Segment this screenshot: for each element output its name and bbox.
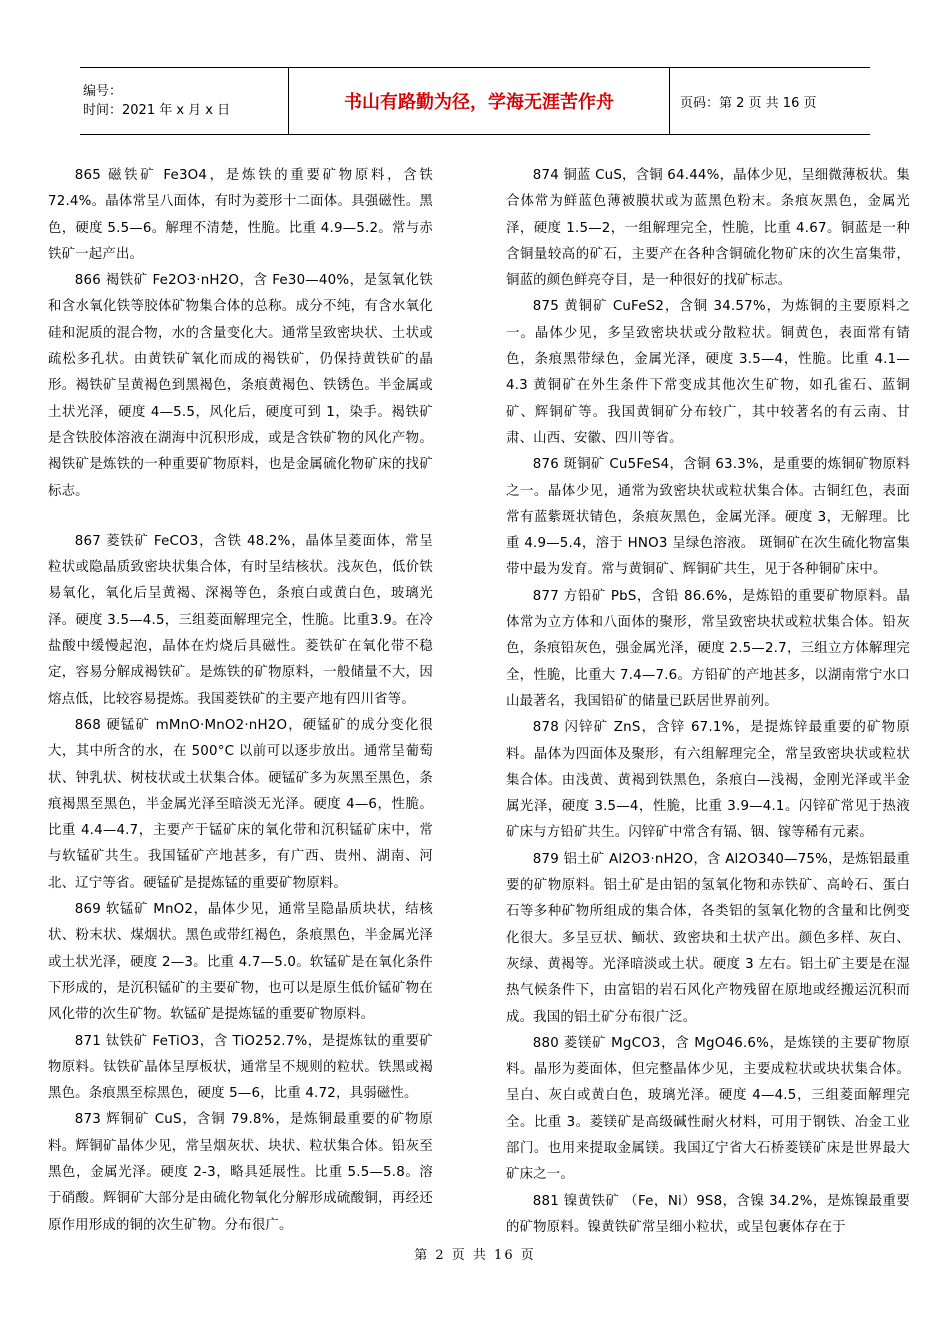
document-time-label: 时间：2021 年 x 月 x 日 bbox=[83, 103, 231, 118]
paragraph-875-chalcopyrite: 875 黄铜矿 CuFeS2，含铜 34.57%，为炼铜的主要原料之一。晶体少见，多呈致密块状或分散粒状。铜黄色，表面常有锖色，条痕黑带绿色，金属光泽，硬度 3.5—4，性脆。比重 4.1—4.3 黄铜矿在外生条件下常变成其他次生矿物，如孔雀石、蓝铜矿、辉铜矿等。我国黄铜矿分布较广，其中较著名的有云南、甘肃、山西、安徽、四川等省。 bbox=[506, 299, 910, 446]
page-footer: 第 2 页 共 16 页 bbox=[414, 1248, 536, 1263]
left-text-column bbox=[48, 163, 433, 1239]
header-page-info: 页码：第 2 页 共 16 页 bbox=[680, 95, 817, 111]
paragraph-871-ilmenite: 871 钛铁矿 FeTiO3，含 TiO252.7%，是提炼钛的重要矿物原料。钛铁矿晶体呈厚板状，通常呈不规则的粒状。铁黑或褐黑色。条痕黑至棕黑色，硬度 5—6，比重 4.72，具弱磁性。 bbox=[48, 1033, 433, 1102]
right-text-column bbox=[506, 163, 910, 1241]
paragraph-867-siderite: 867 菱铁矿 FeCO3，含铁 48.2%，晶体呈菱面体，常呈粒状或隐晶质致密块状集合体，有时呈结核状。浅灰色，低价铁易氧化，氧化后呈黄褐、深褐等色，条痕白或黄白色，玻璃光泽。硬度 3.5—4.5，三组菱面解理完全，性脆。比重3.9。在冷盐酸中缓慢起泡，晶体在灼烧后具磁性。菱铁矿在氧化带不稳定，容易分解成褐铁矿。是炼铁的矿物原料，一般储量不大，因熔点低，比较容易提炼。我国菱铁矿的主要产地有四川省等。 bbox=[48, 533, 433, 707]
paragraph-873-chalcocite: 873 辉铜矿 CuS，含铜 79.8%，是炼铜最重要的矿物原料。辉铜矿晶体少见，常呈烟灰状、块状、粒状集合体。铅灰至黑色，金属光泽。硬度 2-3，略具延展性。比重 5.5—5.8。溶于硝酸。辉铜矿大部分是由硫化物氧化分解形成硫酸铜，再经还原作用形成的铜的次生矿物。分布很广。 bbox=[48, 1112, 433, 1233]
header-motto-cell bbox=[288, 68, 670, 134]
paragraph-880-magnesite: 880 菱镁矿 MgCO3，含 MgO46.6%，是炼镁的主要矿物原料。晶形为菱面体，但完整晶体少见，主要成粒状或块状集合体。呈白、灰白或黄白色，玻璃光泽。硬度 4—4.5，三组菱面解理完全。比重 3。菱镁矿是高级碱性耐火材料，可用于钢铁、冶金工业部门。也用来提取金属镁。我国辽宁省大石桥菱镁矿床是世界最大矿床之一。 bbox=[506, 1035, 910, 1183]
paragraph-879-bauxite: 879 铝土矿 Al2O3·nH2O，含 Al2O340—75%，是炼铝最重要的矿物原料。铝土矿是由铝的氢氧化物和赤铁矿、高岭石、蛋白石等多种矿物所组成的集合体，各类铝的氢氧化物的含量和比例变化很大。多呈豆状、鲕状、致密块和土状产出。颜色多样、灰白、灰绿、黄褐等。光泽暗淡或土状。硬度 3 左右。铝土矿主要是在湿热气候条件下，由富铝的岩石风化产物残留在原地或经搬运沉积而成。我国的铝土矿分布很广泛。 bbox=[506, 851, 910, 1025]
page-header bbox=[80, 67, 870, 135]
paragraph-868-psilomelane: 868 硬锰矿 mMnO·MnO2·nH2O，硬锰矿的成分变化很大，其中所含的水，在 500°C 以前可以逐步放出。通常呈葡萄状、钟乳状、树枝状或土状集合体。硬锰矿多为灰黑至黑色，条痕褐黑至黑色，半金属光泽至暗淡无光泽。硬度 4—6，性脆。比重 4.4—4.7，主要产于锰矿床的氧化带和沉积锰矿床中，常与软锰矿共生。我国锰矿产地甚多，有广西、贵州、湖南、河北、辽宁等省。硬锰矿是提炼锰的重要矿物原料。 bbox=[48, 717, 433, 891]
paragraph-874-covellite: 874 铜蓝 CuS，含铜 64.44%，晶体少见，呈细微薄板状。集合体常为鲜蓝色薄被膜状或为蓝黑色粉末。条痕灰黑色，金属光泽，硬度 1.5—2，一组解理完全，性脆，比重 4.67。铜蓝是一种含铜量较高的矿石，主要产在各种含铜硫化物矿床的次生富集带，铜蓝的颜色鲜亮夺目，是一种很好的找矿标志。 bbox=[506, 168, 910, 289]
paragraph-878-sphalerite: 878 闪锌矿 ZnS，含锌 67.1%，是提炼锌最重要的矿物原料。晶体为四面体及聚形，有六组解理完全，常呈致密块状或粒状集合体。由浅黄、黄褐到铁黑色，条痕白—浅褐，金刚光泽或半金属光泽，硬度 3.5—4，性脆，比重 3.9—4.1。闪锌矿常见于热液矿床与方铅矿共生。闪锌矿中常含有镉、铟、镓等稀有元素。 bbox=[506, 720, 910, 841]
paragraph-865-magnetite: 865 磁铁矿 Fe3O4，是炼铁的重要矿物原料，含铁72.4%。晶体常呈八面体，有时为菱形十二面体。具强磁性。黑色，硬度 5.5—6。解理不清楚，性脆。比重 4.9—5.2。常与赤铁矿一起产出。 bbox=[48, 168, 433, 262]
paragraph-877-galena: 877 方铅矿 PbS，含铅 86.6%，是炼铅的重要矿物原料。晶体常为立方体和八面体的聚形，常呈致密块状或粒状集合体。铅灰色，条痕铅灰色，强金属光泽，硬度 2.5—2.7，三组立方体解理完全，性脆，比重大 7.4—7.6。方铅矿的产地甚多，以湖南常宁水口山最著名，我国铅矿的储量已跃居世界前列。 bbox=[506, 588, 910, 709]
header-meta bbox=[80, 68, 288, 134]
header-motto: 书山有路勤为径，学海无涯苦作舟 bbox=[344, 92, 614, 113]
paragraph-876-bornite: 876 斑铜矿 Cu5FeS4，含铜 63.3%，是重要的炼铜矿物原料之一。晶体少见，通常为致密块状或粒状集合体。古铜红色，表面常有蓝紫斑状锖色，条痕灰黑色，金属光泽。硬度 3，无解理。比重 4.9—5.4，溶于 HNO3 呈绿色溶液。 斑铜矿在次生硫化物富集带中最为发育。常与黄铜矿、辉铜矿共生，见于各种铜矿床中。 bbox=[506, 457, 910, 578]
paragraph-869-pyrolusite: 869 软锰矿 MnO2，晶体少见，通常呈隐晶质块状，结核状、粉末状、煤烟状。黑色或带红褐色，条痕黑色，半金属光泽或土状光泽，硬度 2—3。比重 4.7—5.0。软锰矿是在氧化条件下形成的，是沉积锰矿的主要矿物，也可以是原生低价锰矿物在风化带的次生矿物。软锰矿是提炼锰的重要矿物原料。 bbox=[48, 902, 433, 1023]
paragraph-881-pentlandite: 881 镍黄铁矿 （Fe，Ni）9S8，含镍 34.2%，是炼镍最重要的矿物原料。镍黄铁矿常呈细小粒状，或呈包裹体存在于 bbox=[506, 1193, 910, 1235]
document-number-label: 编号： bbox=[83, 84, 123, 99]
paragraph-866-limonite: 866 褐铁矿 Fe2O3·nH2O，含 Fe30—40%，是氢氧化铁和含水氧化铁等胶体矿物集合体的总称。成分不纯，有含水氧化硅和泥质的混合物，水的含量变化大。通常呈致密块状、土状或疏松多孔状。由黄铁矿氧化而成的褐铁矿，仍保持黄铁矿的晶形。褐铁矿呈黄褐色到黑褐色，条痕黄褐色、铁锈色。半金属或土状光泽，硬度 4—5.5，风化后，硬度可到 1，染手。褐铁矿是含铁胶体溶液在湖海中沉积形成，或是含铁矿物的风化产物。褐铁矿是炼铁的一种重要矿物原料，也是金属硫化物矿床的找矿标志。 bbox=[48, 273, 433, 499]
